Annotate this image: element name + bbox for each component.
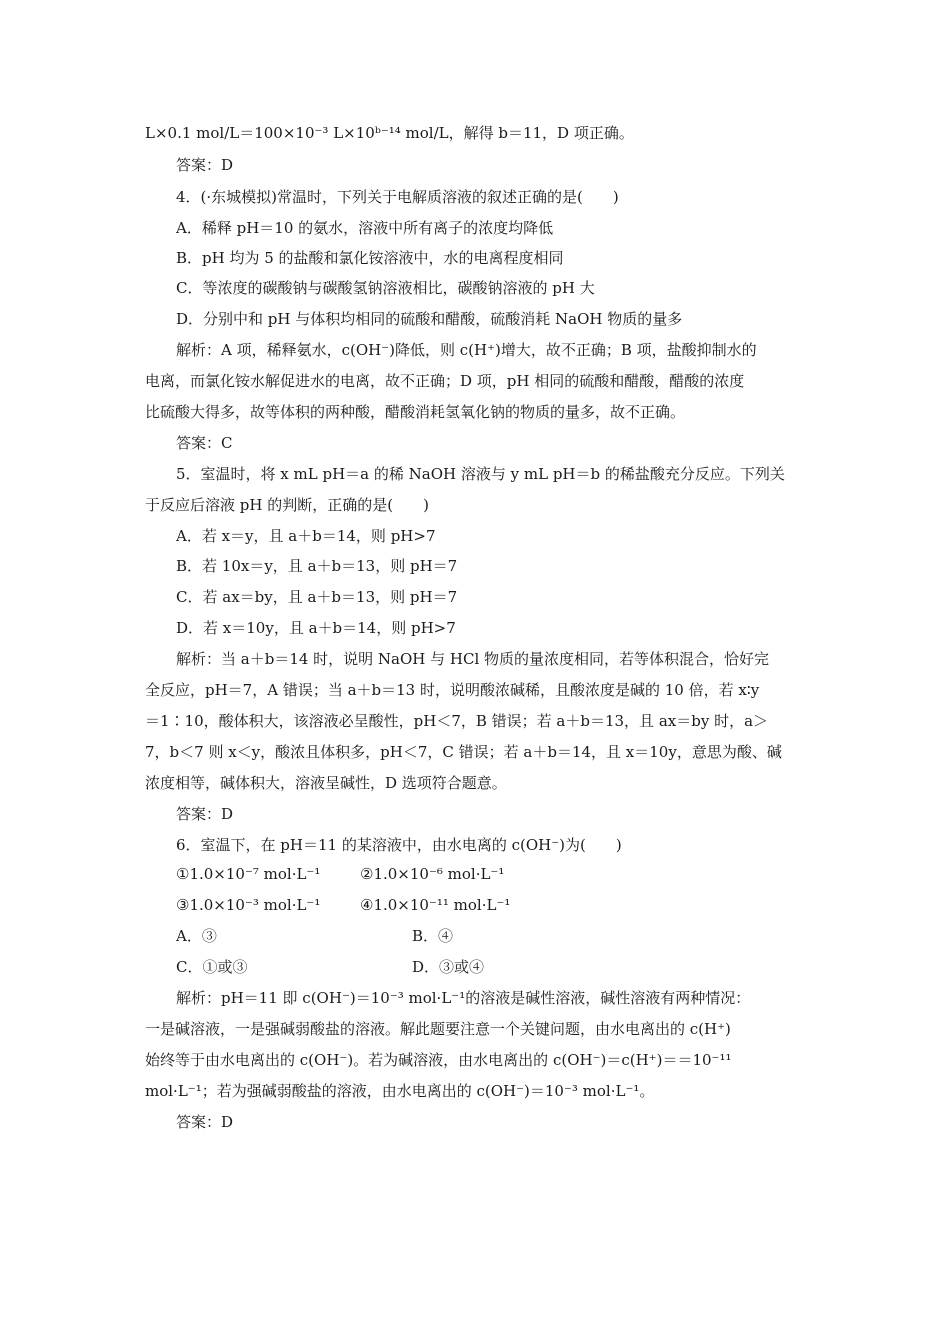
q5-option-d: D．若 x＝10y，且 a＋b＝14，则 pH>7 <box>176 619 456 637</box>
q6-stem: 6．室温下，在 pH＝11 的某溶液中，由水电离的 c(OH⁻)为( ) <box>176 836 622 854</box>
q5-option-c: C．若 ax＝by，且 a＋b＝13，则 pH＝7 <box>176 588 458 606</box>
q5-stem: 5．室温时，将 x mL pH＝a 的稀 NaOH 溶液与 y mL pH＝b 的稀盐酸充分反应。下列关 <box>176 465 785 483</box>
q4-option-b: B．pH 均为 5 的盐酸和氯化铵溶液中，水的电离程度相同 <box>176 249 564 267</box>
q4-stem: 4．(·东城模拟)常温时，下列关于电解质溶液的叙述正确的是( ) <box>176 188 619 206</box>
q6-option-b: B．④ <box>412 927 454 945</box>
q6-item-1: ①1.0×10⁻⁷ mol·L⁻¹ <box>176 865 321 883</box>
q6-option-d: D．③或④ <box>412 958 485 976</box>
q6-item-4: ④1.0×10⁻¹¹ mol·L⁻¹ <box>360 896 511 914</box>
q6-analysis-line: 始终等于由水电离出的 c(OH⁻)。若为碱溶液，由水电离出的 c(OH⁻)＝c(H⁺)＝＝10⁻¹¹ <box>145 1051 732 1069</box>
q5-option-b: B．若 10x＝y，且 a＋b＝13，则 pH＝7 <box>176 557 458 575</box>
q6-item-3: ③1.0×10⁻³ mol·L⁻¹ <box>176 896 321 914</box>
q6-analysis-line: 解析：pH＝11 即 c(OH⁻)＝10⁻³ mol·L⁻¹的溶液是碱性溶液，碱性溶液有两种情况： <box>176 989 751 1007</box>
q6-analysis-line: mol·L⁻¹；若为强碱弱酸盐的溶液，由水电离出的 c(OH⁻)＝10⁻³ mol·L⁻¹。 <box>145 1082 655 1100</box>
q6-options-row <box>176 862 810 886</box>
q6-choice-row <box>176 924 810 948</box>
q4-answer: 答案：C <box>176 434 233 452</box>
q4-option-d: D．分别中和 pH 与体积均相同的硫酸和醋酸，硫酸消耗 NaOH 物质的量多 <box>176 310 683 328</box>
q6-item-2: ②1.0×10⁻⁶ mol·L⁻¹ <box>360 865 505 883</box>
q4-analysis-line: 电离，而氯化铵水解促进水的电离，故不正确；D 项，pH 相同的硫酸和醋酸，醋酸的浓度 <box>145 372 745 390</box>
q5-analysis-line: 全反应，pH＝7，A 错误；当 a＋b＝13 时，说明酸浓碱稀，且酸浓度是碱的 10 倍，若 x∶y <box>145 681 760 699</box>
q5-analysis-line: 7，b＜7 则 x＜y，酸浓且体积多，pH＜7，C 错误；若 a＋b＝14，且 x＝10y，意思为酸、碱 <box>145 743 782 761</box>
q6-option-c: C．①或③ <box>176 958 248 976</box>
q5-analysis-line: ＝1∶10，酸体积大，该溶液必呈酸性，pH＜7，B 错误；若 a＋b＝13，且 ax＝by 时，a＞ <box>145 712 769 730</box>
q6-options-row <box>176 893 810 917</box>
q6-answer: 答案：D <box>176 1113 234 1131</box>
q6-choice-row <box>176 955 810 979</box>
q4-analysis-line: 解析：A 项，稀释氨水，c(OH⁻)降低，则 c(H⁺)增大，故不正确；B 项，盐酸抑制水的 <box>176 341 757 359</box>
q4-option-c: C．等浓度的碳酸钠与碳酸氢钠溶液相比，碳酸钠溶液的 pH 大 <box>176 279 595 297</box>
q5-answer: 答案：D <box>176 805 234 823</box>
q5-analysis-line: 解析：当 a＋b＝14 时，说明 NaOH 与 HCl 物质的量浓度相同，若等体积混合，恰好完 <box>176 650 770 668</box>
q3-answer: 答案：D <box>176 156 234 174</box>
q4-analysis-line: 比硫酸大得多，故等体积的两种酸，醋酸消耗氢氧化钠的物质的量多，故不正确。 <box>145 403 686 421</box>
q4-option-a: A．稀释 pH＝10 的氨水，溶液中所有离子的浓度均降低 <box>176 219 554 237</box>
q5-stem: 于反应后溶液 pH 的判断，正确的是( ) <box>145 496 429 514</box>
q5-analysis-line: 浓度相等，碱体积大，溶液呈碱性，D 选项符合题意。 <box>145 774 507 792</box>
q5-option-a: A．若 x＝y，且 a＋b＝14，则 pH>7 <box>176 527 436 545</box>
q6-option-a: A．③ <box>176 927 217 945</box>
continued-analysis-line: L×0.1 mol/L＝100×10⁻³ L×10ᵇ⁻¹⁴ mol/L，解得 b＝11，D 项正确。 <box>145 124 634 142</box>
q6-analysis-line: 一是碱溶液，一是强碱弱酸盐的溶液。解此题要注意一个关键问题，由水电离出的 c(H⁺) <box>145 1020 731 1038</box>
